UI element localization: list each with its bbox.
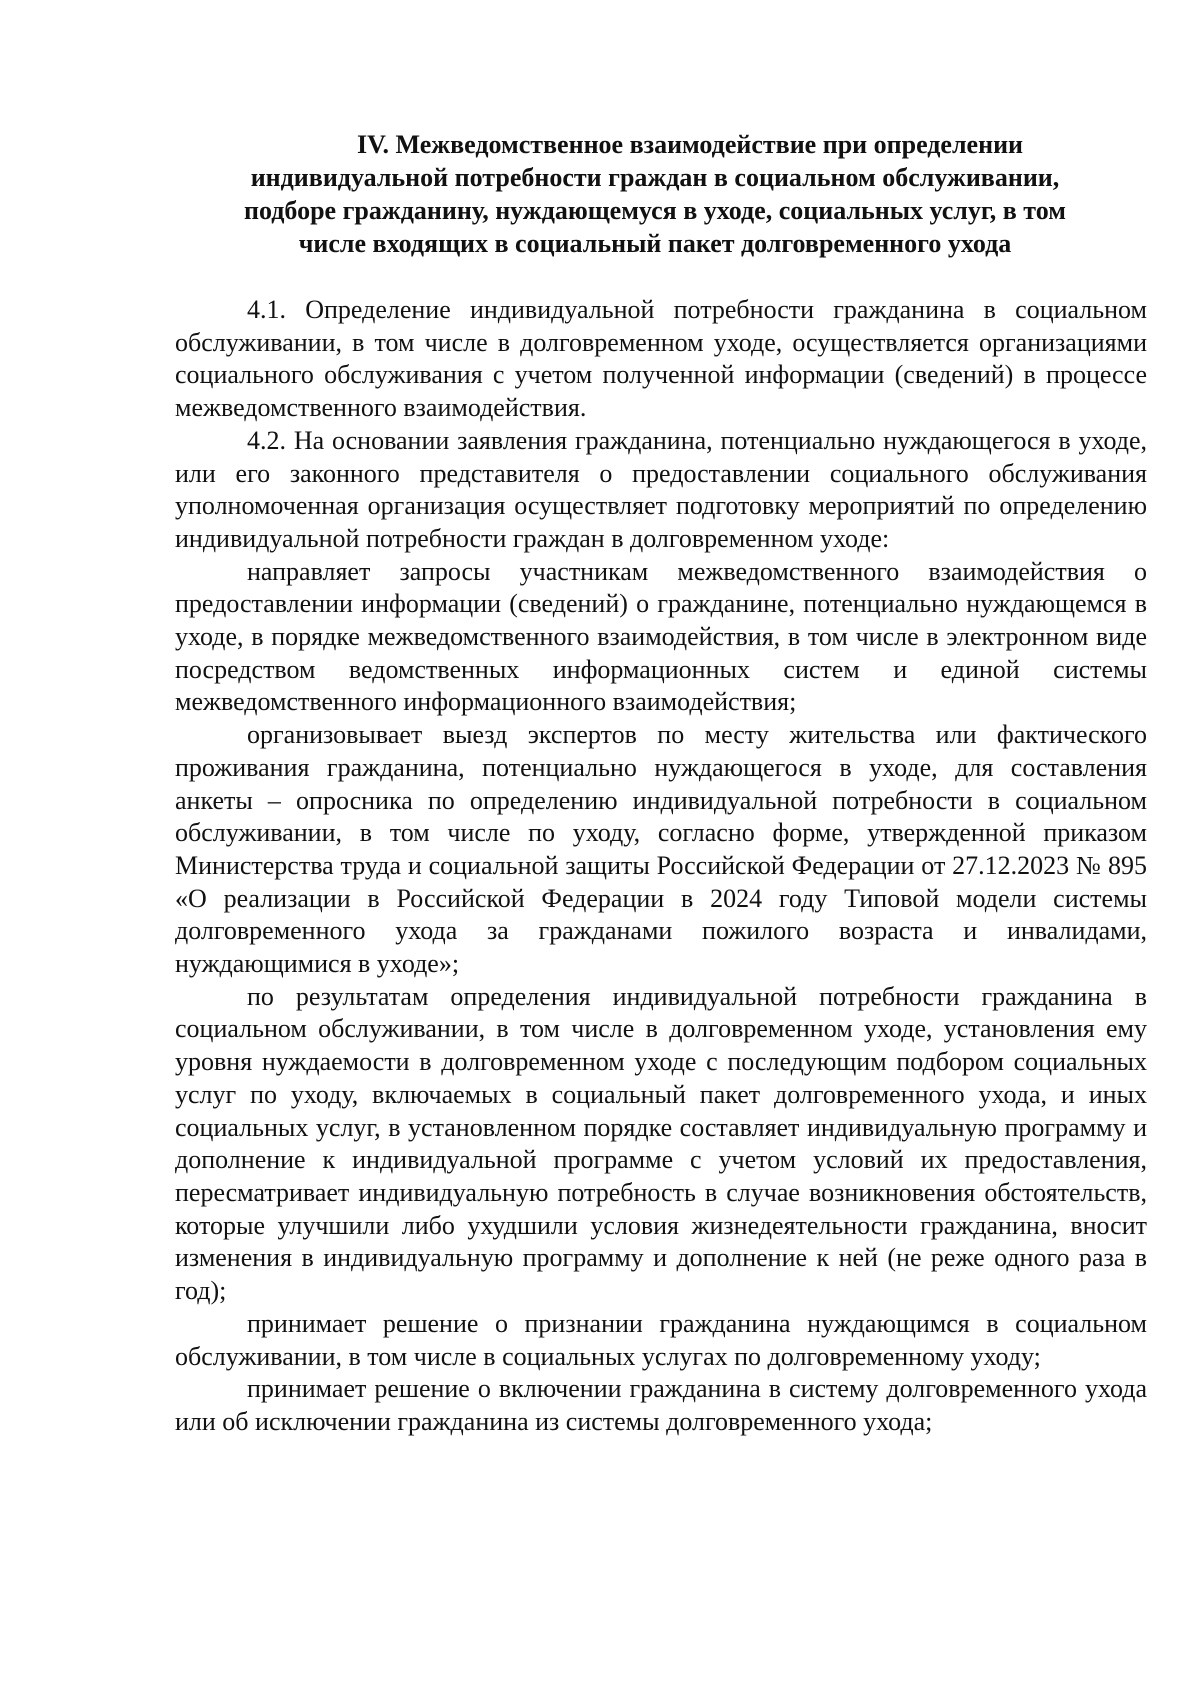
heading-line: подборе гражданину, нуждающемуся в уходе, социальных услуг, в том [244,196,1066,225]
heading-line: IV. Межведомственное взаимодействие при определении [356,130,1024,159]
paragraph-decision-inclusion: принимает решение о включении гражданина в систему долговременного ухода или об исключении гражданина из системы долговременного ухода; [175,1374,1147,1436]
heading-line: числе входящих в социальный пакет долговременного ухода [298,229,1012,258]
paragraph-decision-need: принимает решение о признании гражданина нуждающимся в социальном обслуживании, в том числе в социальных услугах по долговременному уходу; [175,1308,1147,1371]
paragraph-expert-visit: организовывает выезд экспертов по месту жительства или фактического проживания гражданина, потенциально нуждающегося в уходе, для составления анкеты – опросника по определению индивидуальной потребности в социальном обслуживании, в том числе по уходу, согласно форме, утвержденной приказом Министерства труда и социальной защиты Российской Федерации от 27.12.2023 № 895 «О реализации в Российской Федерации в 2024 году Типовой модели системы долговременного ухода за гражданами пожилого возраста и инвалидами, нуждающимися в уходе»; [175,720,1147,979]
paragraph-4-1: 4.1. Определение индивидуальной потребности гражданина в социальном обслуживании, в том числе в долговременном уходе, осуществляется организациями социального обслуживания с учетом полученной информации (сведений) в процессе межведомственного взаимодействия. [175,295,1147,423]
heading-line: индивидуальной потребности граждан в социальном обслуживании, [250,163,1060,192]
paragraph-4-2: 4.2. На основании заявления гражданина, потенциально нуждающегося в уходе, или его законного представителя о предоставлении социального обслуживания уполномоченная организация осуществляет подготовку мероприятий по определению индивидуальной потребности граждан в долговременном уходе: [175,425,1147,553]
section-heading [175,128,1135,260]
paragraph-individual-program: по результатам определения индивидуальной потребности гражданина в социальном обслуживании, в том числе в долговременном уходе, установления ему уровня нуждаемости в долговременном уходе с последующим подбором социальных услуг по уходу, включаемых в социальный пакет долговременного ухода, и иных социальных услуг, в установленном порядке составляет индивидуальную программу и дополнение к индивидуальной программе с учетом условий их предоставления, пересматривает индивидуальную потребность в случае возникновения обстоятельств, которые улучшили либо ухудшили условия жизнедеятельности гражданина, вносит изменения в индивидуальную программу и дополнение к ней (не реже одного раза в год); [175,981,1147,1306]
document-body [175,294,1147,1439]
paragraph-requests: направляет запросы участникам межведомственного взаимодействия о предоставлении информации (сведений) о гражданине, потенциально нуждающемся в уходе, в порядке межведомственного взаимодействия, в том числе в электронном виде посредством ведомственных информационных систем и единой системы межведомственного информационного взаимодействия; [175,556,1147,717]
